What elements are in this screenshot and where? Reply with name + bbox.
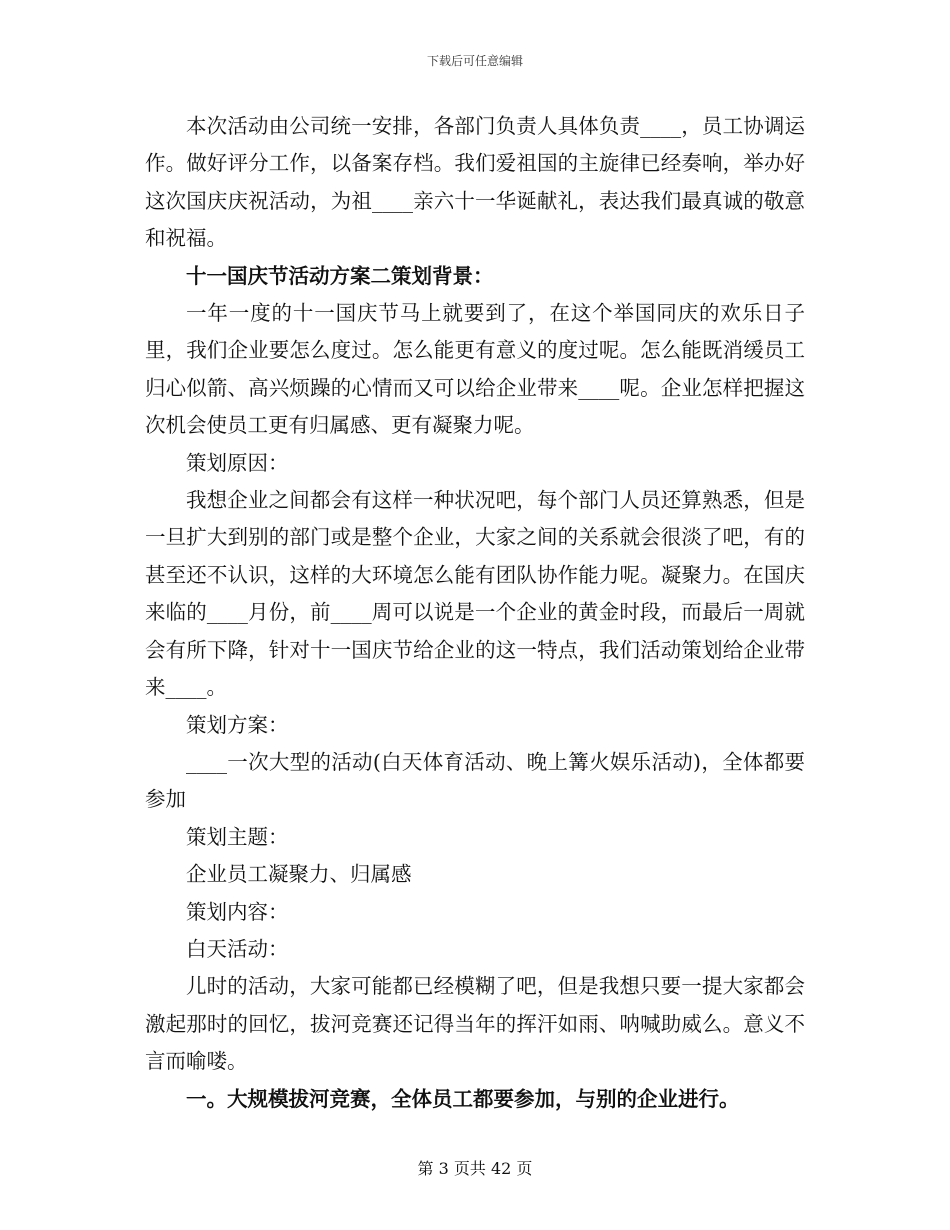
paragraph-theme: 企业员工凝聚力、归属感 [186, 862, 412, 887]
subheading-content: 策划内容： [186, 899, 289, 924]
subheading-daytime: 白天活动： [186, 936, 289, 961]
subheading-plan: 策划方案： [186, 712, 289, 737]
subheading-theme: 策划主题： [186, 824, 289, 849]
paragraph-daytime: 儿时的活动，大家可能都已经模糊了吧，但是我想只要一提大家都会激起那时的回忆，拔河竞赛还记得当年的挥汗如雨、呐喊助威么。意义不言而喻喽。 [145, 974, 805, 1074]
page-header: 下载后可任意编辑 [426, 54, 523, 68]
paragraph-plan: ____一次大型的活动(白天体育活动、晚上篝火娱乐活动)，全体都要参加 [145, 749, 805, 812]
document-body [145, 108, 805, 1118]
section-heading: 十一国庆节活动方案二策划背景： [186, 263, 494, 288]
paragraph-1: 本次活动由公司统一安排，各部门负责人具体负责____，员工协调运作。做好评分工作，以备案存档。我们爱祖国的主旋律已经奏响，举办好这次国庆庆祝活动，为祖____亲六十一华诞献礼，表达我们最真诚的敬意和祝福。 [145, 114, 805, 251]
paragraph-background: 一年一度的十一国庆节马上就要到了，在这个举国同庆的欢乐日子里，我们企业要怎么度过。怎么能更有意义的度过呢。怎么能既消缓员工归心似箭、高兴烦躁的心情而又可以给企业带来____呢。企业怎样把握这次机会使员工更有归属感、更有凝聚力呢。 [145, 301, 805, 438]
page-number: 第 3 页共 42 页 [417, 1159, 533, 1178]
subheading-reason: 策划原因： [186, 450, 289, 475]
paragraph-reason: 我想企业之间都会有这样一种状况吧，每个部门人员还算熟悉，但是一旦扩大到别的部门或是整个企业，大家之间的关系就会很淡了吧，有的甚至还不认识，这样的大环境怎么能有团队协作能力呢。凝聚力。在国庆来临的____月份，前____周可以说是一个企业的黄金时段，而最后一周就会有所下降，针对十一国庆节给企业的这一特点，我们活动策划给企业带来____。 [145, 488, 805, 700]
item-tug-of-war: 一。大规模拔河竞赛，全体员工都要参加，与别的企业进行。 [186, 1086, 740, 1111]
